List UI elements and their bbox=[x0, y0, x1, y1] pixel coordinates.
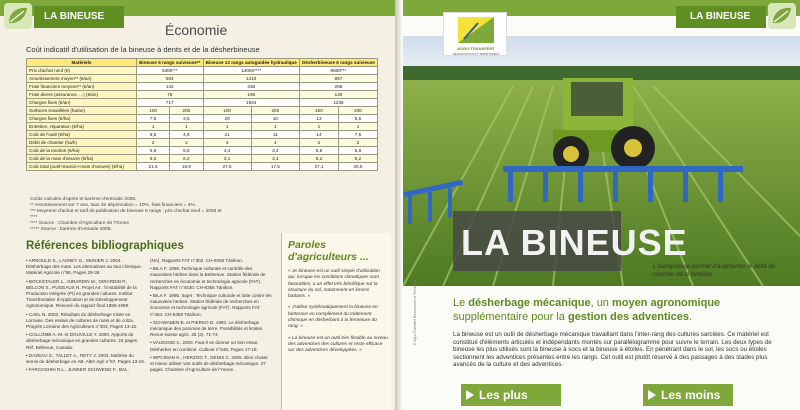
reference-item: • BILA F. 1995. Sujet : Technique culturale et lutte contre les mauvaises herbes. Station fédérale de recherches en économie et technologie agricole (FAT). Rapports FAT n°464. CH-8356 Tänikon. bbox=[150, 293, 272, 317]
table-cell: 20 bbox=[203, 115, 251, 123]
table-cell: 100 bbox=[137, 107, 170, 115]
row-label: Débit de chantier (ha/h) bbox=[27, 139, 137, 147]
table-cell: 100 bbox=[203, 107, 251, 115]
row-label: Charges fixes (€/ha) bbox=[27, 115, 137, 123]
table-cell: 14000**** bbox=[203, 67, 299, 75]
lead-text: . bbox=[689, 310, 693, 323]
table-cell: 1236 bbox=[299, 99, 377, 107]
table-cell: 3,4 bbox=[251, 147, 299, 155]
farmers-quotes-title: Paroles d'agriculteurs ... bbox=[288, 239, 369, 263]
table-cell: 206 bbox=[299, 83, 377, 91]
row-label: Coût total (outil+traction+main d'oeuvre) (€/ha) bbox=[27, 163, 137, 171]
section-tag: LA BINEUSE bbox=[34, 6, 124, 28]
table-header: Bineuse 12 rangs autoguidée hydraulique bbox=[203, 59, 299, 67]
table-cell: 21,6 bbox=[137, 163, 170, 171]
right-page bbox=[403, 0, 800, 410]
table-cell: 6,2 bbox=[338, 155, 377, 163]
table-cell: 2 bbox=[338, 139, 377, 147]
table-cell: 5,8 bbox=[338, 147, 377, 155]
table-cell: 17,5 bbox=[251, 163, 299, 171]
lead-highlight: désherbage mécanique bbox=[468, 297, 591, 309]
reference-item: • COLLOMB A.-M. et DOUVILLE Y. 2000. Apports de désherbage mécanique en grandes cultures. 23 pages. Réf. Bellevue, Canada. bbox=[26, 332, 139, 350]
note-line: ** Amortissement sur 7 ans, taux de dépréciation = 10%, frais financiers = 4%. bbox=[30, 203, 197, 208]
table-header: Désherbineuse 6 rangs suivieuse bbox=[299, 59, 377, 67]
hero-title: LA BINEUSE bbox=[461, 222, 688, 263]
table-cell: 142 bbox=[137, 83, 204, 91]
table-row bbox=[27, 123, 378, 131]
table-caption: Coût indicatif d'utilisation de la bineuse à dents et de la désherbineuse bbox=[26, 45, 260, 54]
table-cell: 857 bbox=[299, 75, 377, 83]
table-cell: 504 bbox=[137, 75, 204, 83]
table-cell: 6,2 bbox=[299, 155, 338, 163]
farmers-quotes-box bbox=[281, 233, 391, 410]
row-label: Surfaces travaillées (ha/an) bbox=[27, 107, 137, 115]
table-row bbox=[27, 83, 378, 91]
reference-item: • BOCKSTALER L., GIRARDIN M., GIRARDIN P., BELLON S., PUGEAUX N. Projet A4 : l'instabilité de la Production Intégrée (PI) en grandes cultures. Institut Transfrontalier d'Application et de Développement Agronomique. Résumé du rapport final 1996-1999. bbox=[26, 278, 137, 309]
table-cell: 1410 bbox=[203, 75, 299, 83]
references-title: Références bibliographiques bbox=[26, 240, 184, 252]
reference-item: • BILA F. 1995. Technique culturale et contrôle des mauvaises herbes dans la Betterave. Station fédérale de recherches en économie et technologie agricole (FAT). Rapports FAT n°4430. CH-8356 Tänikon. bbox=[150, 266, 266, 290]
table-cell: 4,6 bbox=[170, 131, 203, 139]
table-row bbox=[27, 107, 378, 115]
table-cell: 21 bbox=[203, 131, 251, 139]
table-cell: 5,8 bbox=[299, 147, 338, 155]
table-cell: 10 bbox=[251, 115, 299, 123]
table-cell: 27,1 bbox=[299, 163, 338, 171]
table-cell: 100 bbox=[299, 107, 338, 115]
reference-item: • SCHWABEN B. et PIERKO D. 1993. Le désherbage mécanique des pommes de terre. Possibilités et limites. Revue suisse agric. 25 (3). 71-74. bbox=[150, 319, 264, 338]
farmer-quote: « J'utilise systématiquement la bineuse en betterave en complément du traitement chimique en désherbant à la fermeture du rang. » bbox=[288, 305, 378, 330]
note-line: **** Source : Chambre d'Agriculture de l'Yonne bbox=[30, 221, 129, 226]
table-row bbox=[27, 147, 378, 155]
table-cell: 7,5 bbox=[137, 115, 170, 123]
pros-heading bbox=[461, 384, 561, 406]
table-row bbox=[27, 163, 378, 171]
arrow-right-icon bbox=[466, 390, 474, 400]
table-cell: 20,5 bbox=[338, 163, 377, 171]
row-label: Entretien, réparation (€/ha) bbox=[27, 123, 137, 131]
table-cell: 11 bbox=[251, 131, 299, 139]
table-header-row bbox=[27, 59, 378, 67]
cost-table bbox=[26, 58, 378, 171]
table-body bbox=[27, 67, 378, 171]
logo-text-sub: RESSOURCES ET TERRITOIRES bbox=[452, 52, 500, 56]
table-cell: 13 bbox=[299, 115, 338, 123]
table-cell: 6,5 bbox=[338, 115, 377, 123]
note-line: Coûts calculés d'après le barème d'entraide 2008. bbox=[30, 197, 137, 202]
row-label: Coût de l'outil (€/ha) bbox=[27, 131, 137, 139]
table-cell: 6,2 bbox=[137, 155, 170, 163]
table-cell: 27,5 bbox=[203, 163, 251, 171]
lead-highlight: gestion des adventices bbox=[567, 310, 690, 323]
section-tag: LA BINEUSE bbox=[676, 6, 766, 28]
table-cell: 2 bbox=[137, 139, 170, 147]
farmer-quote: « Je bineuse est un outil simple d'utilisation qui, lorsque les conditions climatiques sont favorables, a un effet très bénéfique sur la structure du sol, notamment en limons battants. » bbox=[288, 269, 380, 300]
left-page bbox=[0, 0, 395, 410]
table-row bbox=[27, 115, 378, 123]
table-cell: 200 bbox=[251, 107, 299, 115]
references-column-2 bbox=[150, 258, 272, 375]
table-cell: 1 bbox=[299, 123, 338, 131]
table-row bbox=[27, 75, 378, 83]
table-row bbox=[27, 67, 378, 75]
table-cell: 5,8 bbox=[137, 147, 170, 155]
reference-item: • FARCOSHIN R.L., JUNKER SCHWENG F., BAL. bbox=[26, 367, 129, 373]
references-column-1 bbox=[26, 258, 146, 375]
arrow-right-icon bbox=[648, 390, 656, 400]
table-row bbox=[27, 99, 378, 107]
table-cell: 3,4 bbox=[203, 147, 251, 155]
table-cell: 200 bbox=[338, 107, 377, 115]
logo-text-main: AGRO-TRANSFERT bbox=[457, 46, 495, 51]
page-gutter bbox=[395, 0, 403, 410]
table-row bbox=[27, 91, 378, 99]
table-cell: 2 bbox=[170, 139, 203, 147]
table-cell: 1944 bbox=[203, 99, 299, 107]
photo-caption: L'autoguidage permet d'augmenter le débit de chantier de la bineuse. bbox=[653, 264, 776, 278]
lead-text: supplémentaire pour la bbox=[453, 310, 568, 323]
table-cell: 1 bbox=[251, 123, 299, 131]
cons-heading bbox=[643, 384, 733, 406]
row-label: Frais financiers moyens** (€/an) bbox=[27, 83, 137, 91]
table-cell: 5,8 bbox=[170, 147, 203, 155]
table-cell: 1 bbox=[170, 123, 203, 131]
reference-item: • CAEL N. 2003. Résultats du désherbage mixte en Lorraine. Des essais de cultures de maïs et de colza. Progrès Lorraine des Agriculteurs n°303, Pages 13-15. bbox=[26, 311, 138, 330]
table-cell: 3,6 bbox=[170, 115, 203, 123]
lead-text: Le bbox=[453, 297, 469, 309]
table-cell: 4 bbox=[251, 139, 299, 147]
table-cell: 196 bbox=[203, 91, 299, 99]
reference-item: • ARNOULD S., LASNEY G., MUNIER J. 2004. Désherbage des maïs. Les alternatives au tout chimique. Matériel Agricole n°86, Pages 29-36. bbox=[26, 258, 142, 276]
row-label: Coût de la traction (€/ha) bbox=[27, 147, 137, 155]
leaf-icon bbox=[768, 3, 796, 29]
table-cell: 4 bbox=[203, 139, 251, 147]
leaf-icon bbox=[4, 3, 32, 29]
reference-item: (NA). Rapports FAT n°302. CH-8356 Tänikon. bbox=[150, 258, 243, 263]
table-cell: 75 bbox=[137, 91, 204, 99]
table-cell: 1 bbox=[203, 123, 251, 131]
photo-credit: © Agro-Transfert Ressources et Territoires bbox=[413, 279, 417, 345]
table-cell: 200 bbox=[170, 107, 203, 115]
table-cell: 120 bbox=[299, 91, 377, 99]
row-label: Charges fixes (€/an) bbox=[27, 99, 137, 107]
table-cell: 2 bbox=[299, 139, 338, 147]
row-label: Frais divers (assurance, ...) (€/an) bbox=[27, 91, 137, 99]
table-row bbox=[27, 139, 378, 147]
body-paragraph: La bineuse est un outil de désherbage mécanique travaillant dans l'inter-rang des cultures sarclées. Ce matériel est constitué d'éléments articulés et indépendants montés sur parallélogramme pour suivre le terrain. Les deux types de bineuse les plus utilisés sont la bineuse à socs et la bineuse à étoiles. En pénétrant dans le sol, les socs ou étoiles sectionnent les adventices présentes entre les rangs. Cet outil est plutôt réservé à des passages à des stades plus avancés de la culture et des adventices. bbox=[453, 331, 772, 369]
table-header: Bineuse 6 rangs suivieuse** bbox=[137, 59, 204, 67]
logo-text bbox=[444, 46, 508, 56]
table-cell: 5300*** bbox=[137, 67, 204, 75]
table-cell: 1 bbox=[137, 123, 170, 131]
row-label: Prix d'achat neuf (€) bbox=[27, 67, 137, 75]
table-notes bbox=[30, 197, 230, 233]
row-label: Amortissement moyen** (€/an) bbox=[27, 75, 137, 83]
table-cell: 7,5 bbox=[338, 131, 377, 139]
lead-text: , un bbox=[590, 297, 612, 309]
table-cell: 15,9 bbox=[170, 163, 203, 171]
note-line: *** Moyenne d'achat et tarif de publication de bineuse 6 rangs ; prix d'achat neuf = 2008 et **** bbox=[30, 209, 222, 220]
table-cell: 8600*** bbox=[299, 67, 377, 75]
table-cell: 717 bbox=[137, 99, 204, 107]
reference-item: • VAUGOSE C. 2003. Faut-il se donner un bon essai. Désherber en combiné. Cultivar n°548, Pages 17-18. bbox=[150, 340, 259, 352]
farmer-quote: « La bineuse est un outil très flexible au niveau des adventices des cultures et reste efficace sur des adventices développées. » bbox=[288, 335, 388, 354]
reference-item: • WPCIMAN K., HERZOG T., DENIS C. 2005. Bien choisir et mieux utiliser vos outils de désherbage mécanique. 27 pages. Chambre d'Agriculture de l'Yonne. bbox=[150, 354, 268, 373]
page-title: Économie bbox=[165, 22, 228, 38]
cons-label: Les moins bbox=[661, 388, 721, 402]
note-line: ***** Source : barème d'entraide 2008. bbox=[30, 227, 112, 232]
table-cell: 338 bbox=[203, 83, 299, 91]
table-cell: 6,2 bbox=[170, 155, 203, 163]
table-cell: 3,1 bbox=[251, 155, 299, 163]
table-cell: 8,5 bbox=[137, 131, 170, 139]
table-cell: 1 bbox=[338, 123, 377, 131]
table-cell: 14 bbox=[299, 131, 338, 139]
table-header: Matériels bbox=[27, 59, 137, 67]
lead-highlight: moyen agronomique bbox=[611, 297, 721, 309]
reference-item: • DAZEAU S., TALLET A., RETY J. 2003. Maîtrise du semis de désherbage en AB. Alter Agri n°67, Pages 13-16. bbox=[26, 352, 146, 365]
pros-label: Les plus bbox=[479, 388, 528, 402]
table-cell: 3,1 bbox=[203, 155, 251, 163]
table-row bbox=[27, 155, 378, 163]
row-label: Coût de la main d'oeuvre (€/ha) bbox=[27, 155, 137, 163]
lead-paragraph bbox=[453, 297, 773, 324]
farmers-quotes-text bbox=[288, 269, 388, 360]
table-row bbox=[27, 131, 378, 139]
agro-transfert-logo bbox=[443, 12, 507, 56]
